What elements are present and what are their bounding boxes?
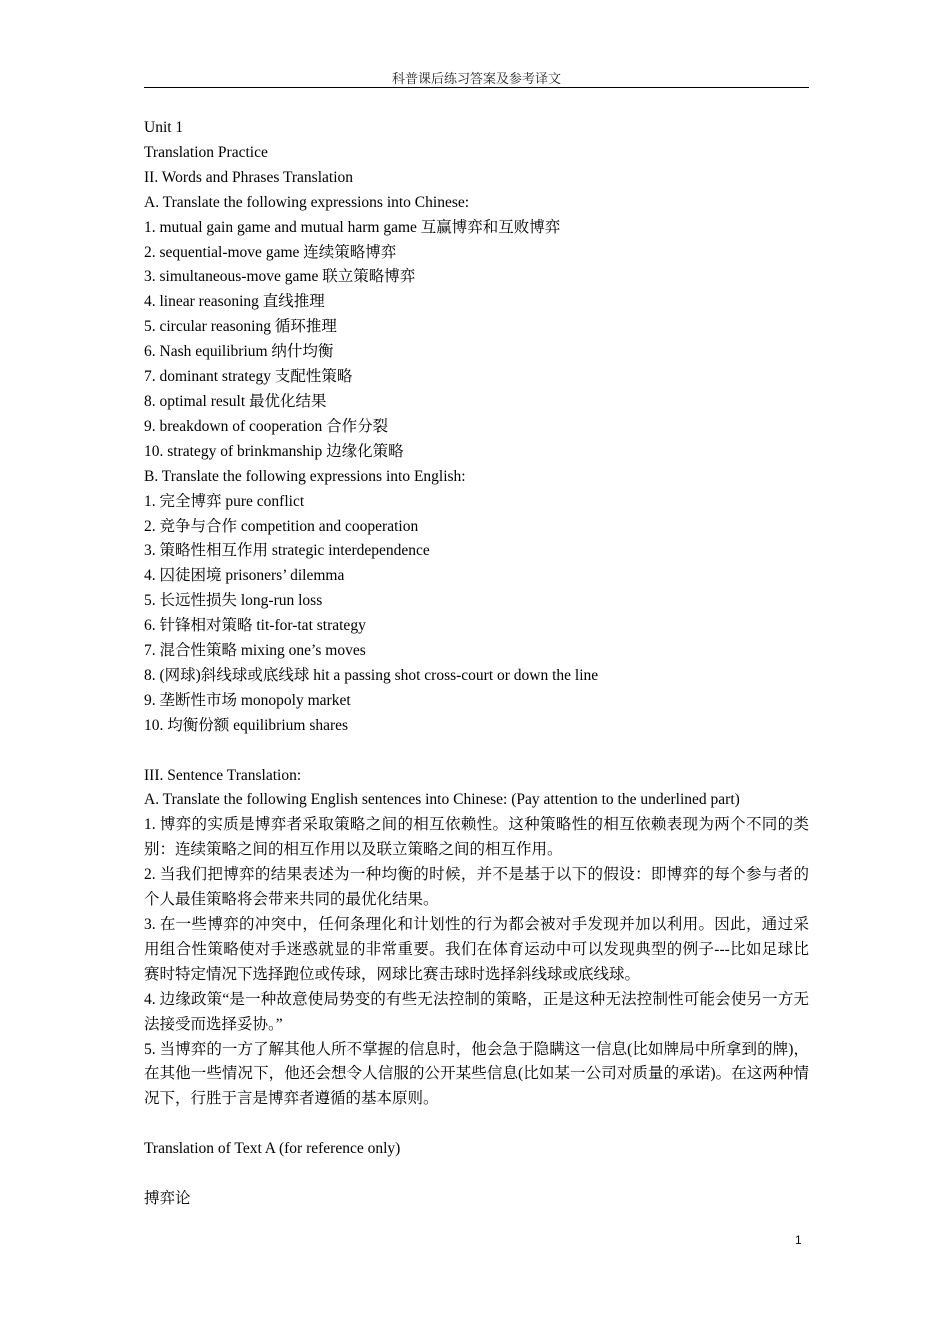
list-item: 6. 针锋相对策略 tit-for-tat strategy — [144, 617, 366, 635]
part2-a-title: A. Translate the following expressions into Chinese: — [144, 193, 470, 211]
list-item: 2. 竞争与合作 competition and cooperation — [144, 517, 419, 535]
text-a-title: Translation of Text A (for reference only) — [144, 1140, 401, 1158]
sentence-translation: 3. 在一些博弈的冲突中，任何条理化和计划性的行为都会被对手发现并加以利用。因此，通过采用组合性策略使对手迷惑就显的非常重要。我们在体育运动中可以发现典型的例子---比如足球比赛时特定情况下选择跑位或传球，网球比赛击球时选择斜线球或底线球。 — [144, 915, 809, 983]
spacer — [144, 1112, 809, 1137]
list-item: 4. linear reasoning 直线推理 — [144, 293, 325, 311]
part3-a-title: A. Translate the following English sentences into Chinese: (Pay attention to the underlined part) — [144, 791, 740, 809]
header-rule — [144, 87, 809, 88]
spacer — [144, 1162, 809, 1187]
section-title: Translation Practice — [144, 143, 268, 161]
part2-b-title: B. Translate the following expressions into English: — [144, 467, 466, 485]
list-item: 10. strategy of brinkmanship 边缘化策略 — [144, 442, 404, 460]
list-item: 1. mutual gain game and mutual harm game 互赢博弈和互败博弈 — [144, 218, 561, 236]
list-item: 7. dominant strategy 支配性策略 — [144, 368, 353, 386]
chinese-title: 搏弈论 — [144, 1189, 191, 1207]
document-body — [144, 116, 809, 1212]
sentence-translation: 1. 博弈的实质是博弈者采取策略之间的相互依赖性。这种策略性的相互依赖表现为两个不同的类别：连续策略之间的相互作用以及联立策略之间的相互作用。 — [144, 816, 809, 859]
unit-heading: Unit 1 — [144, 119, 184, 136]
page-number: 1 — [795, 1233, 802, 1247]
part3-title: III. Sentence Translation: — [144, 766, 302, 784]
list-item: 2. sequential-move game 连续策略博弈 — [144, 243, 397, 261]
list-item: 5. 长远性损失 long-run loss — [144, 592, 323, 610]
sentence-translation: 4. 边缘政策“是一种故意使局势变的有些无法控制的策略，正是这种无法控制性可能会使另一方无法接受而选择妥协。” — [144, 990, 809, 1033]
list-item: 1. 完全博弈 pure conflict — [144, 492, 305, 510]
sentence-translation: 5. 当博弈的一方了解其他人所不掌握的信息时，他会急于隐瞒这一信息(比如牌局中所拿到的牌)，在其他一些情况下，他还会想令人信服的公开某些信息(比如某一公司对质量的承诺)。在这两种情况下，行胜于言是博弈者遵循的基本原则。 — [144, 1040, 809, 1108]
list-item: 4. 囚徒困境 prisoners’ dilemma — [144, 567, 345, 585]
spacer — [144, 739, 809, 764]
sentence-translation: 2. 当我们把博弈的结果表述为一种均衡的时候，并不是基于以下的假设：即博弈的每个参与者的个人最佳策略将会带来共同的最优化结果。 — [144, 866, 809, 909]
list-item: 3. 策略性相互作用 strategic interdependence — [144, 542, 430, 560]
part2-title: II. Words and Phrases Translation — [144, 168, 354, 186]
list-item: 5. circular reasoning 循环推理 — [144, 318, 337, 336]
list-item: 9. 垄断性市场 monopoly market — [144, 691, 351, 709]
list-item: 8. (网球)斜线球或底线球 hit a passing shot cross-court or down the line — [144, 666, 599, 684]
list-item: 7. 混合性策略 mixing one’s moves — [144, 642, 366, 660]
page-header: 科普课后练习答案及参考译文 — [391, 72, 561, 87]
list-item: 3. simultaneous-move game 联立策略博弈 — [144, 268, 416, 286]
list-item: 9. breakdown of cooperation 合作分裂 — [144, 417, 389, 435]
list-item: 8. optimal result 最优化结果 — [144, 392, 327, 410]
list-item: 6. Nash equilibrium 纳什均衡 — [144, 343, 334, 361]
list-item: 10. 均衡份额 equilibrium shares — [144, 716, 349, 734]
